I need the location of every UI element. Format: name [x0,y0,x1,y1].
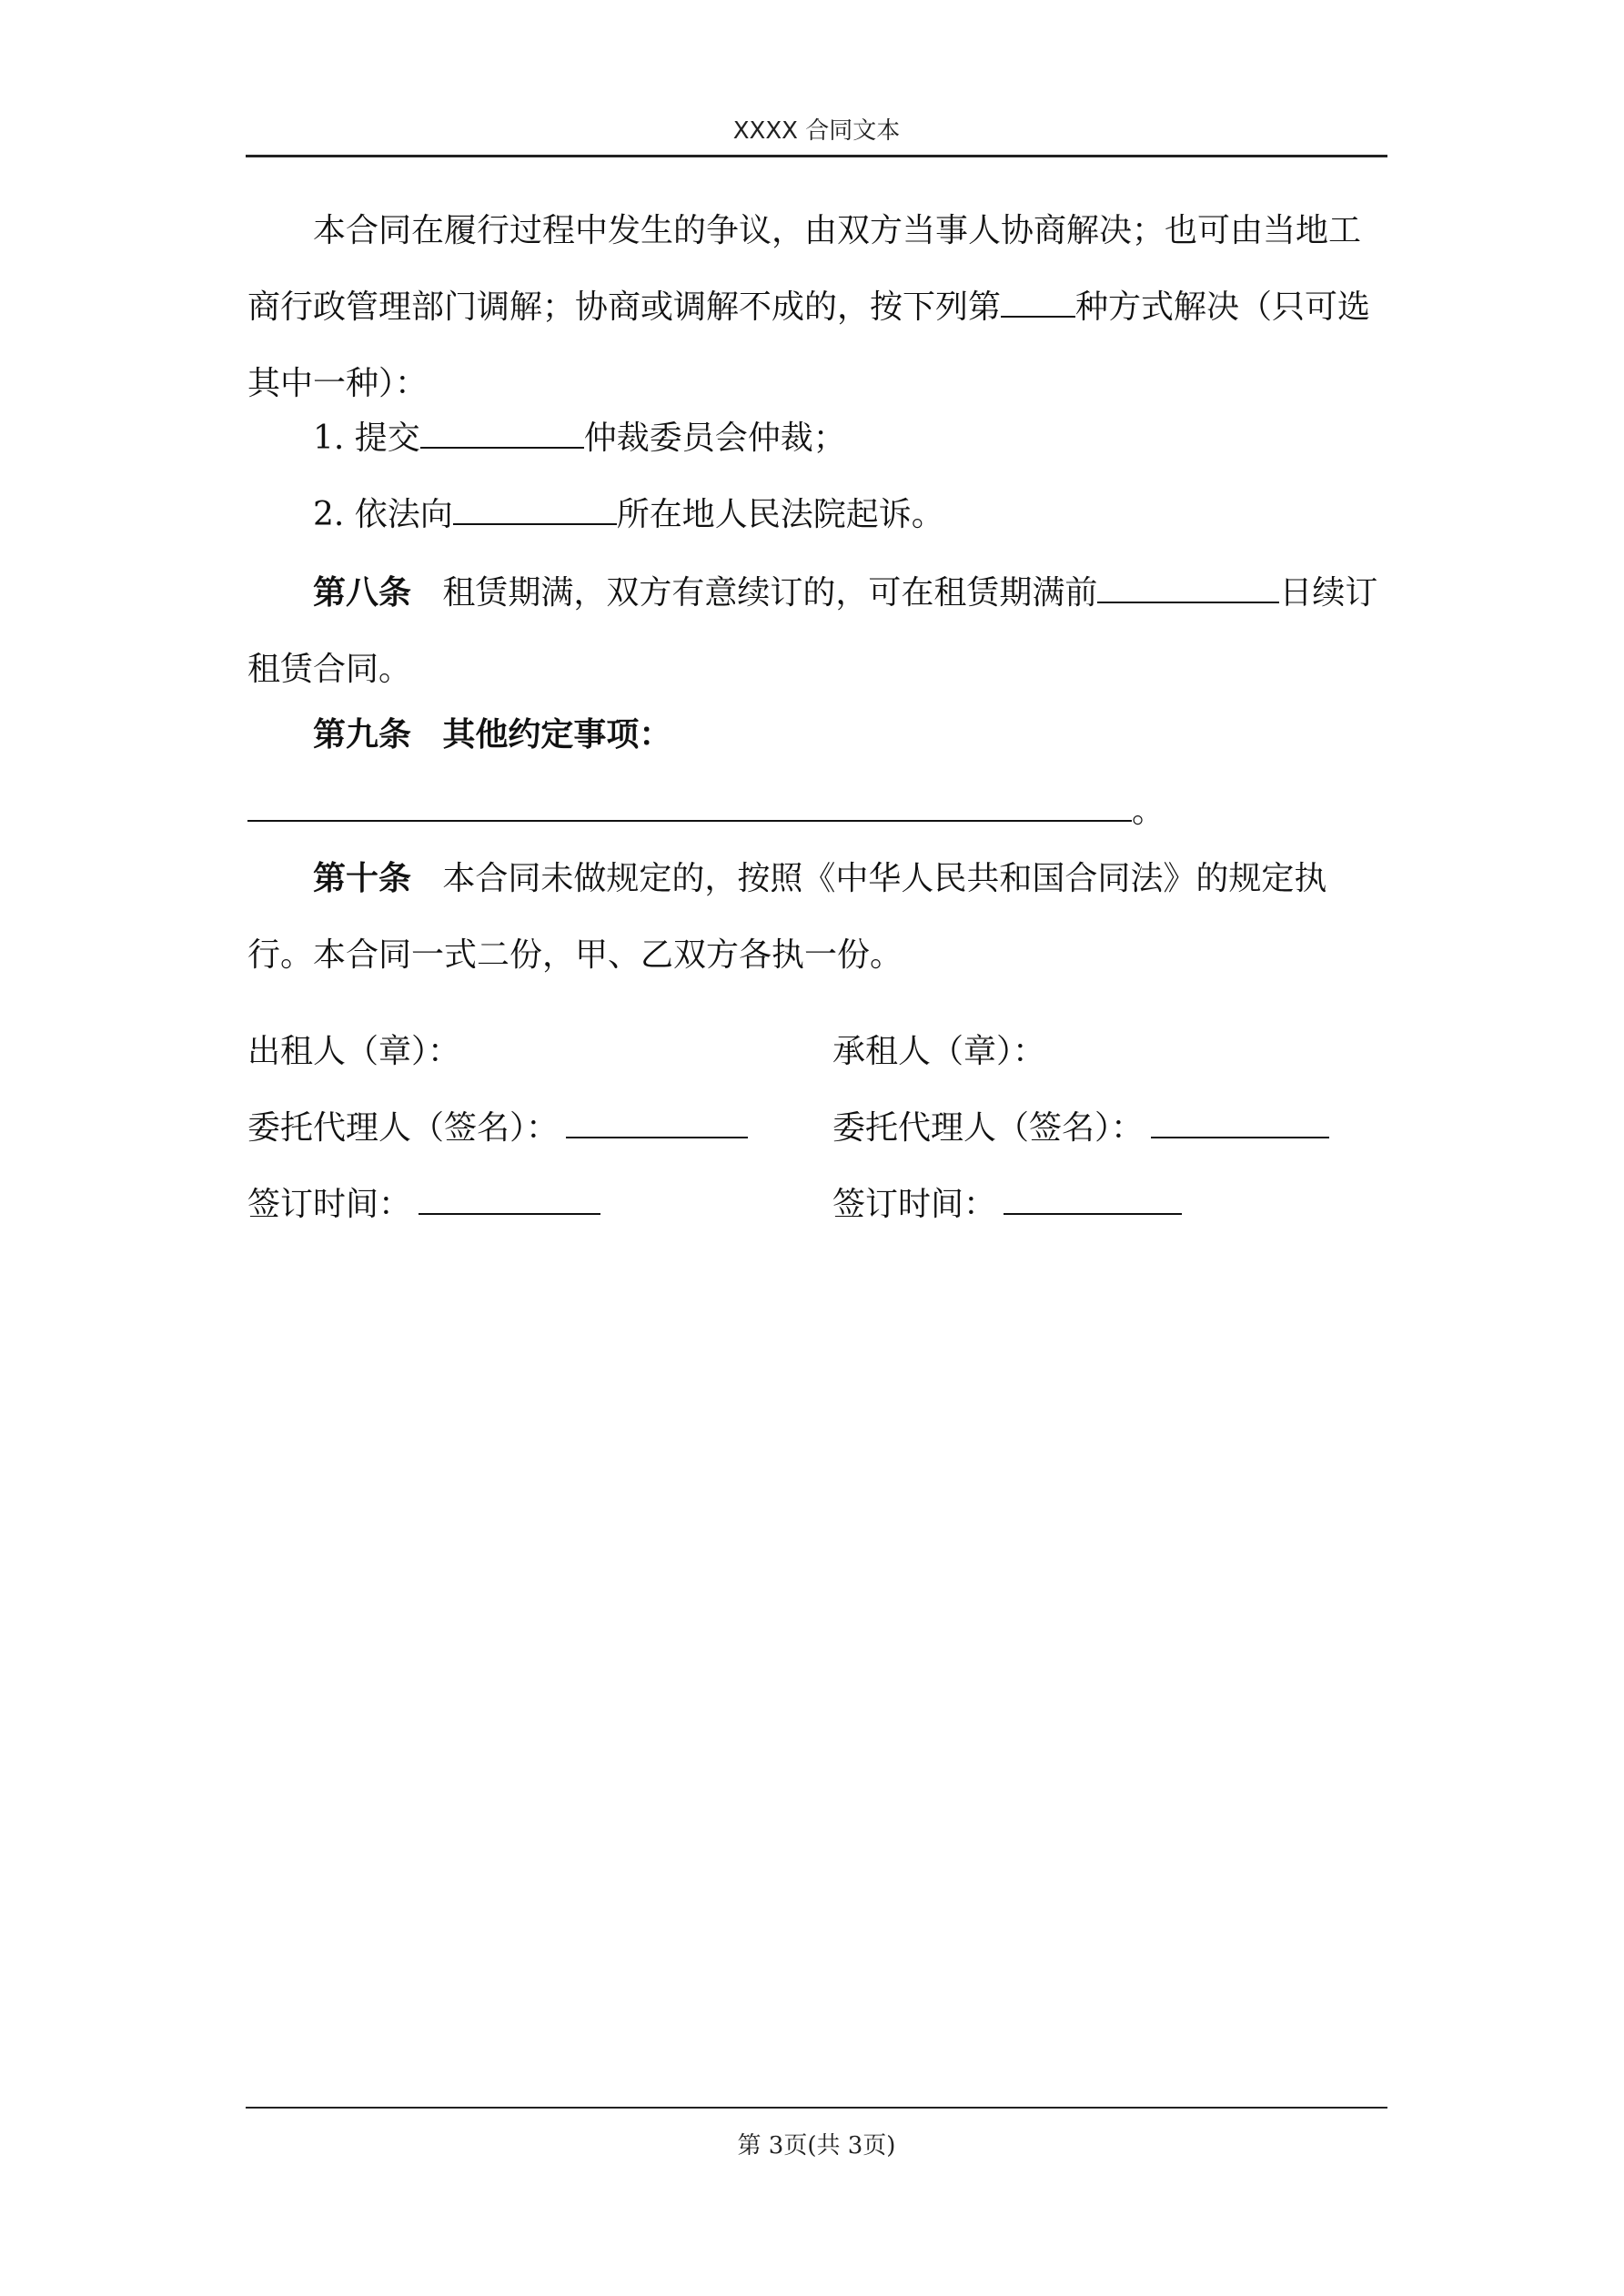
lessee-date-row [832,1178,1182,1232]
dispute-method-blank[interactable] [1001,285,1075,318]
lessee-date-blank[interactable] [1004,1182,1182,1215]
article-10-title: 第十条 [313,860,412,897]
article-8-text-part1: 租赁期满，双方有意续订的，可在租赁期满前 [442,574,1098,612]
option-1-prefix: 1. 提交 [313,420,420,457]
lessee-agent-row [832,1101,1329,1156]
page-header [246,107,1387,157]
lessee-agent-label: 委托代理人（签名）： [832,1109,1145,1147]
lessor-date-blank[interactable] [419,1182,600,1215]
lessee-seal-label: 承租人（章）： [832,1033,1046,1070]
lessor-agent-row [247,1101,748,1156]
dispute-text-part1: 本合同在履行过程中发生的争议，由双方当事人协商解决；也可由当地工商行政管理部门调解；协商或调解不成的，按下列第 [247,212,1362,326]
lessee-date-label: 签订时间： [832,1186,997,1223]
other-terms-blank-line2[interactable] [313,789,1132,822]
dispute-text-part2: 种方式解决（只可选其中一种）： [247,288,1371,402]
lessor-date-label: 签订时间： [247,1186,412,1223]
article-9-label: 其他约定事项： [442,716,672,754]
lessor-agent-label: 委托代理人（签名）： [247,1109,560,1147]
court-location-blank[interactable] [453,492,617,525]
renewal-days-blank[interactable] [1097,571,1279,603]
lessee-agent-signature-blank[interactable] [1151,1106,1329,1138]
lessor-agent-signature-blank[interactable] [566,1106,748,1138]
page-footer [246,2107,1387,2160]
article-8-text-part2: 日续订租赁合同。 [247,574,1378,688]
dispute-paragraph [247,193,1387,422]
article-8-title: 第八条 [313,574,412,612]
article-9-title: 第九条 [313,716,412,754]
arbitration-committee-blank[interactable] [420,416,584,449]
option-1 [247,400,1387,477]
article-10 [247,841,1387,994]
option-2-prefix: 2. 依法向 [313,496,453,533]
article-10-text: 本合同未做规定的，按照《中华人民共和国合同法》的规定执行。本合同一式二份，甲、乙双方各执一份。 [247,860,1327,974]
article-8 [247,555,1387,708]
header-title: XXXX 合同文本 [732,117,901,145]
option-2-suffix: 所在地人民法院起诉。 [616,496,944,533]
lessor-seal-label: 出租人（章）： [247,1033,461,1070]
lessor-date-row [247,1178,600,1232]
option-2 [247,477,1387,553]
article-9-end-mark: 。 [1132,793,1165,830]
page-number: 第 3页(共 3页) [737,2132,896,2159]
article-9-continuation [247,774,1387,850]
option-1-suffix: 仲裁委员会仲裁； [583,420,846,457]
